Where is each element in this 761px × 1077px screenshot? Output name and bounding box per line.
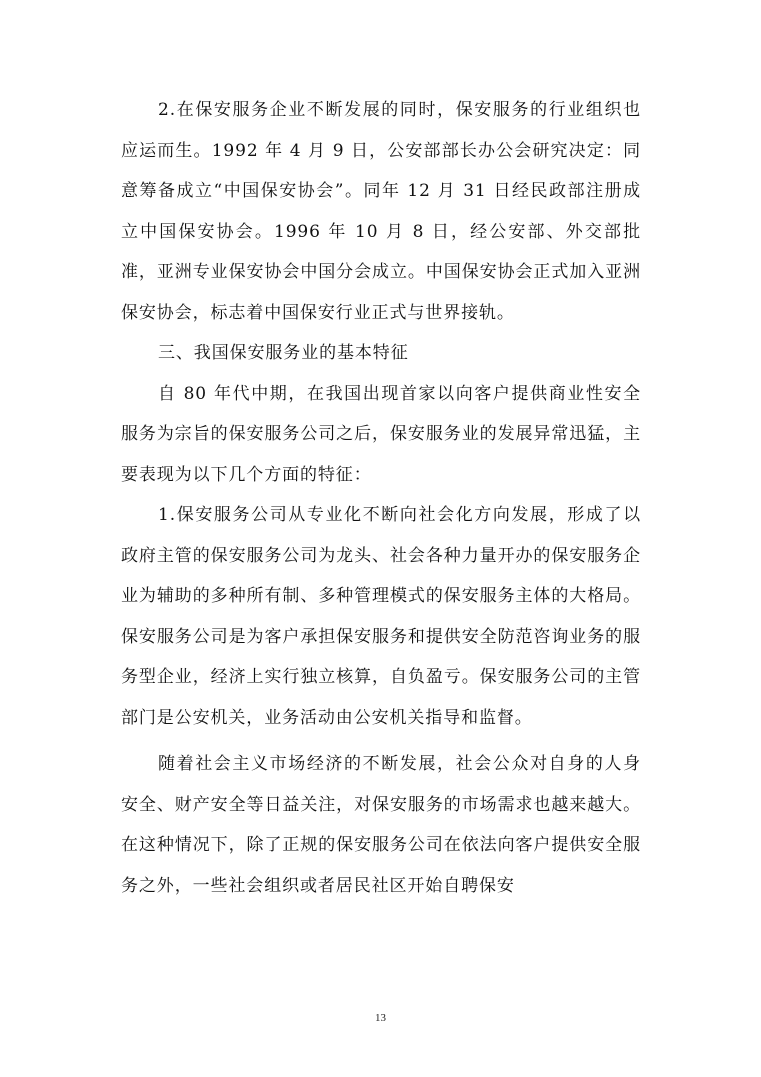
paragraph-security-association: 2.在保安服务企业不断发展的同时，保安服务的行业组织也应运而生。1992 年 4 月 9 日，公安部部长办公会研究决定：同意筹备成立“中国保安协会”。同年 12 月 31 日经民政部注册成立中国保安协会。1996 年 10 月 8 日，经公安部、外交部批准，亚洲专业保安协会中国分会成立。中国保安协会正式加入亚洲保安协会，标志着中国保安行业正式与世界接轨。: [121, 100, 641, 323]
section-heading-basic-features: 三、我国保安服务业的基本特征: [158, 343, 409, 363]
paragraph-market-demand: 随着社会主义市场经济的不断发展，社会公众对自身的人身安全、财产安全等日益关注，对保安服务的市场需求也越来越大。在这种情况下，除了正规的保安服务公司在依法向客户提供安全服务之外，一些社会组织或者居民社区开始自聘保安: [121, 754, 641, 896]
document-body: [121, 90, 641, 906]
page-number: 13: [375, 1012, 386, 1024]
paragraph-feature-one: 1.保安服务公司从专业化不断向社会化方向发展，形成了以政府主管的保安服务公司为龙头、社会各种力量开办的保安服务企业为辅助的多种所有制、多种管理模式的保安服务主体的大格局。保安服务公司是为客户承担保安服务和提供安全防范咨询业务的服务型企业，经济上实行独立核算，自负盈亏。保安服务公司的主管部门是公安机关，业务活动由公安机关指导和监督。: [121, 505, 641, 728]
paragraph-industry-growth: 自 80 年代中期，在我国出现首家以向客户提供商业性安全服务为宗旨的保安服务公司之后，保安服务业的发展异常迅猛，主要表现为以下几个方面的特征：: [121, 383, 641, 485]
